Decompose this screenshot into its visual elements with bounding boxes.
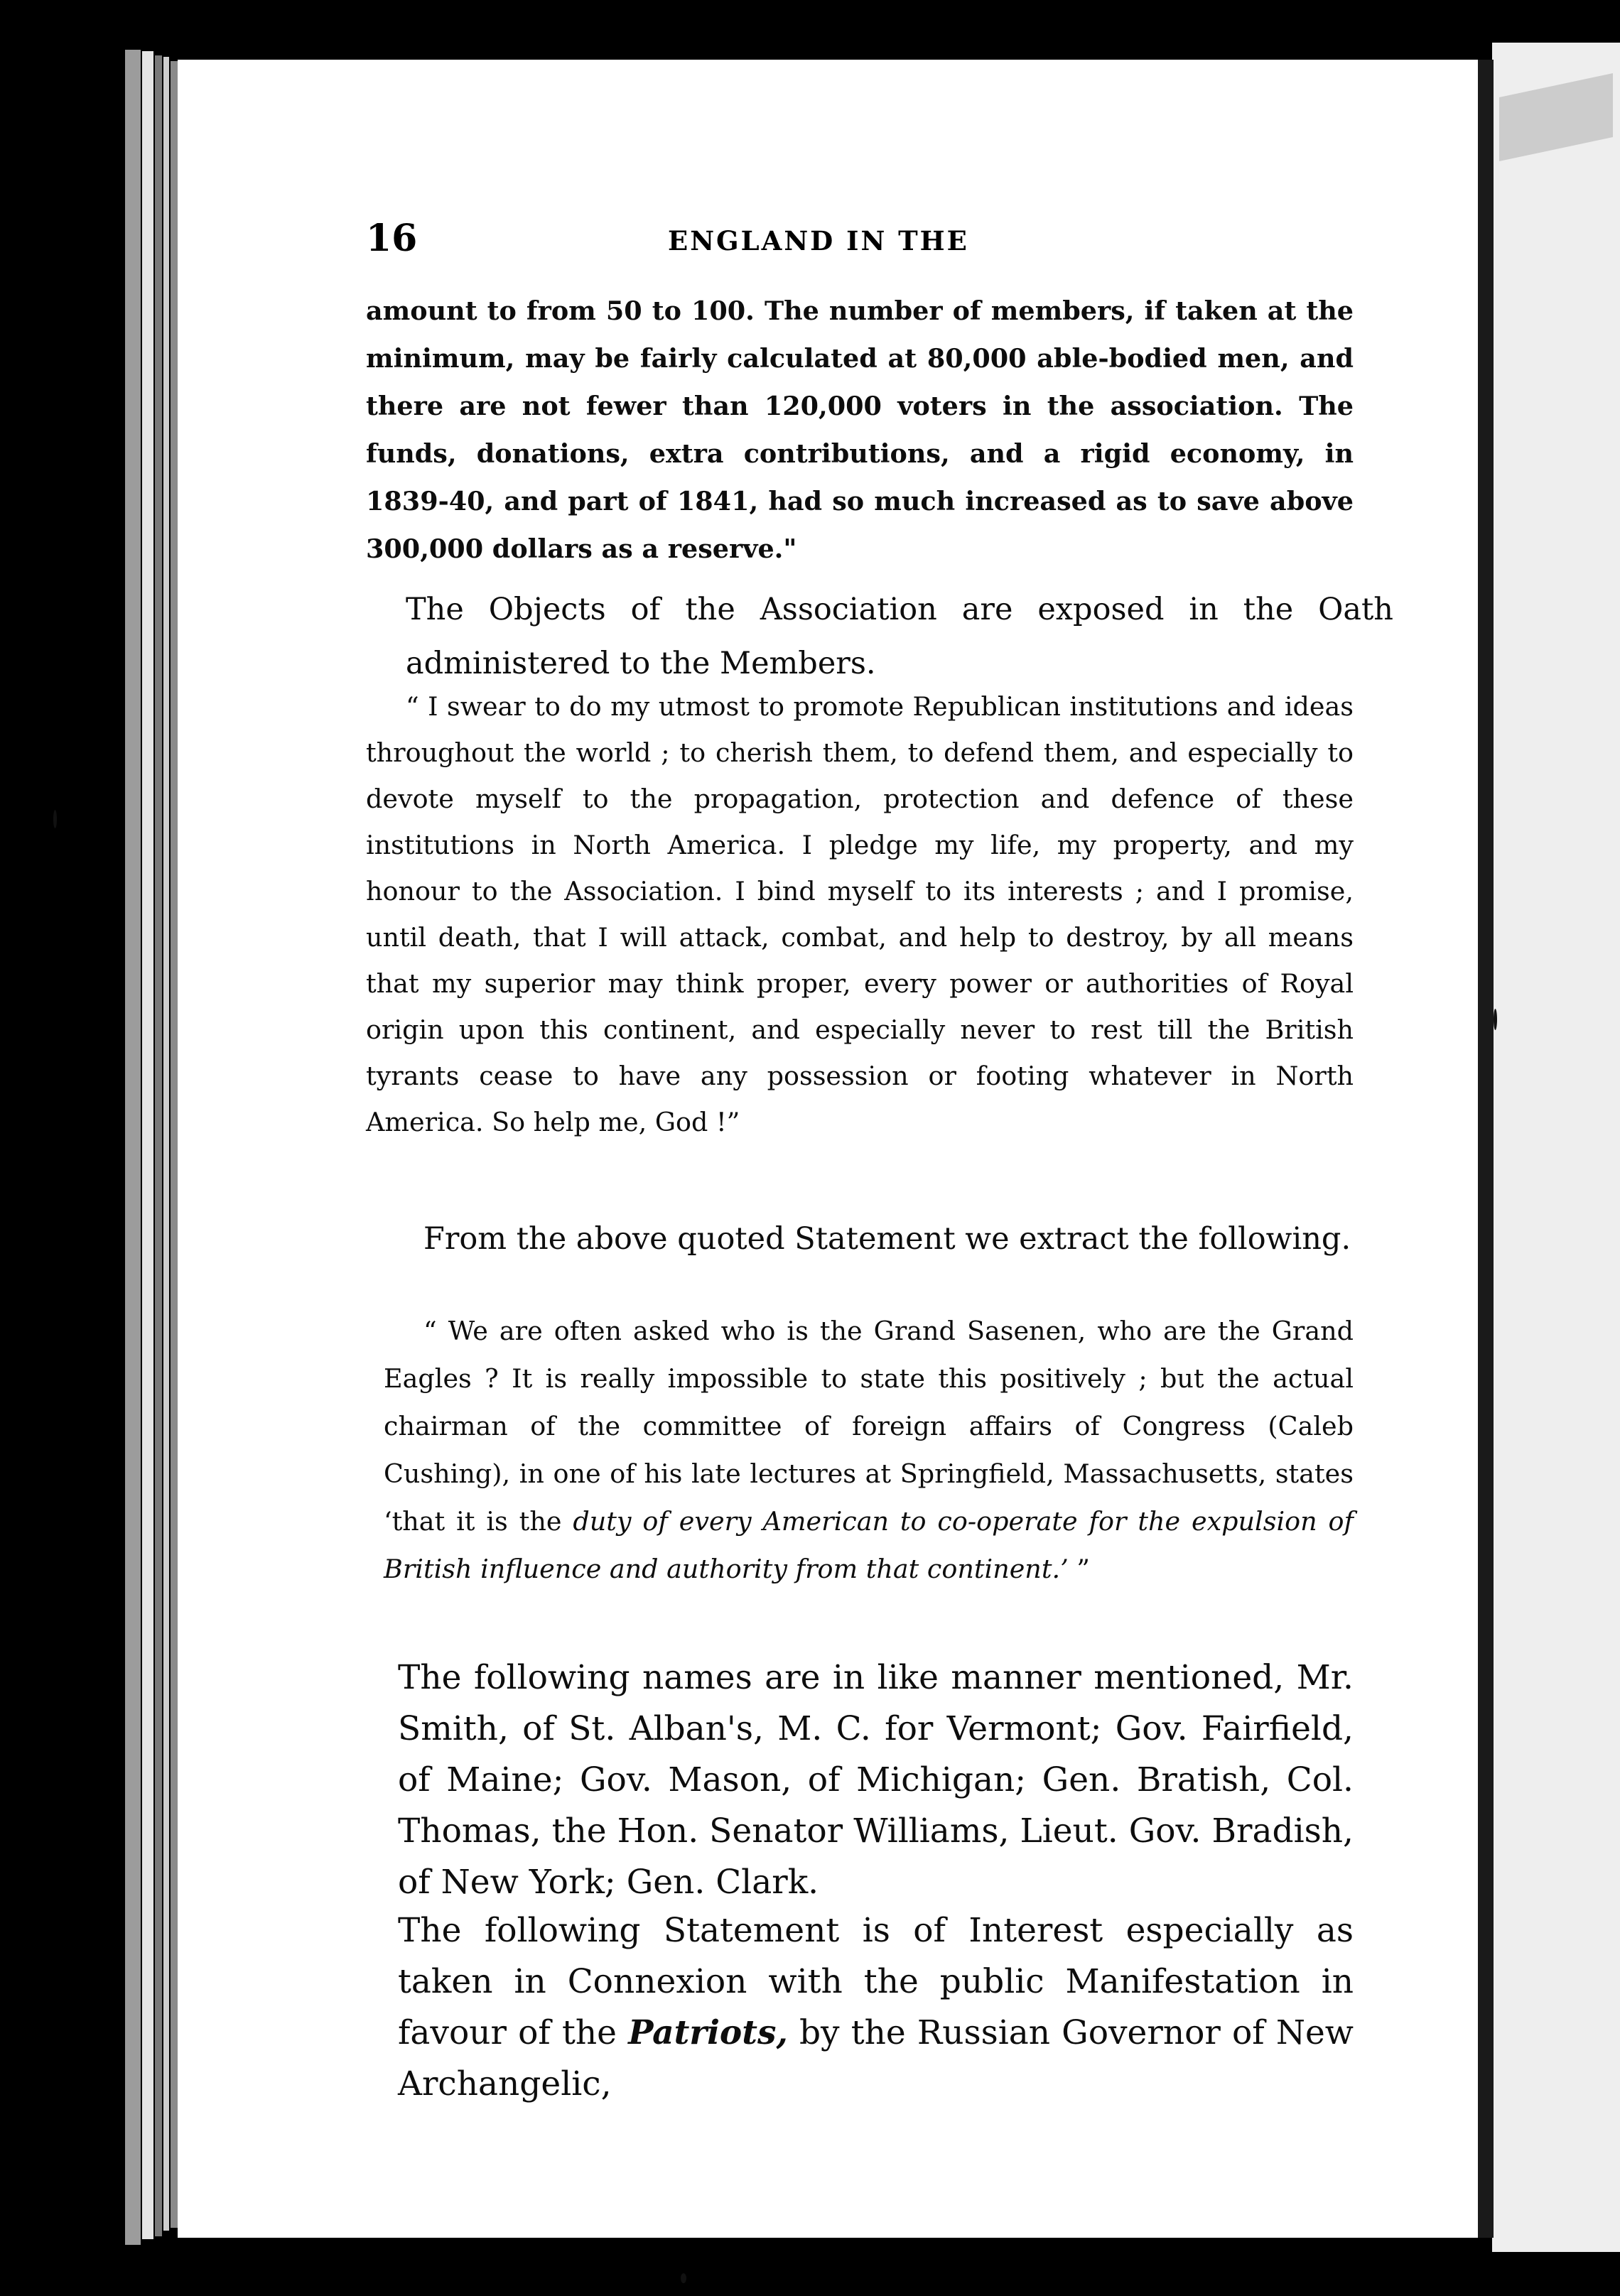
statement-italic-word: Patriots, (628, 2013, 788, 2052)
grand-eagles-quote (384, 1307, 1354, 1593)
paragraph-statement-interest (398, 1905, 1354, 2110)
oath-quote: “ I swear to do my utmost to promote Republican institutions and ideas throughout the world ; to cherish them, to defend them, and especially to devote myself to the propagation, protection and defence of these institutions in North America. I pledge my life, my property, and my honour to the Association. I bind myself to its interests ; and I promise, until death, that I will attack, combat, and help to destroy, by all means that my superior may think proper, every power or authorities of Royal origin upon this continent, and especially never to rest till the British tyrants cease to have any possession or footing whatever in North America. So help me, God !” (366, 691, 1354, 1137)
page-edge (142, 51, 153, 2239)
paragraph-objects-intro: The Objects of the Association are exposed in the Oath administered to the Members. (406, 592, 1393, 681)
page-edge (125, 50, 141, 2245)
statement-text-before: The following Statement is of Interest especially as taken in Connexion with the public Manifestation in favour of the (398, 1911, 1354, 2052)
quote-closing-mark: ” (1068, 1554, 1090, 1584)
page-gutter-shadow (1476, 60, 1494, 2238)
quote-italic-text: duty of every American to co-operate for the expulsion of British influence and authority from that continent.’ (384, 1506, 1354, 1584)
paragraph-names (398, 1652, 1354, 1908)
paragraph-extract-intro (384, 1212, 1354, 1266)
names-text: The following names are in like manner mentioned, Mr. Smith, of St. Alban's, M. C. for Vermont; Gov. Fairfield, of Maine; Gov. Mason, of Michigan; Gen. Bratish, Col. Thomas, the Hon. Senator Williams, Lieut. Gov. Bradish, of New York; Gen. Clark. (398, 1658, 1354, 1902)
page-edge (171, 61, 178, 2228)
page-edge (155, 55, 162, 2236)
page-header (366, 217, 1354, 274)
page-number: 16 (366, 217, 418, 260)
running-head: ENGLAND IN THE (668, 225, 969, 256)
scan-speck (1494, 1009, 1497, 1030)
scan-speck (681, 2273, 686, 2283)
adjacent-page (1492, 43, 1620, 2252)
paragraph-membership-stats: amount to from 50 to 100. The number of members, if taken at the minimum, may be fairly calculated at 80,000 able-bodied men, and there are not fewer than 120,000 voters in the association. The funds, donations, extra contributions, and a rigid economy, in 1839-40, and part of 1841, had so much increased as to save above 300,000 dollars as a reserve." (366, 296, 1354, 564)
scan-speck (53, 810, 57, 828)
quote-plain-text: “ We are often asked who is the Grand Sasenen, who are the Grand Eagles ? It is really impossible to state this positively ; but the actual chairman of the committee of foreign affairs of Congress (Caleb Cushing), in one of his late lectures at Springfield, Massachusetts, states ‘that it is the (384, 1316, 1354, 1537)
statement-text-after: by the Russian Governor of New Archangelic, (398, 2013, 1354, 2103)
page-edge (163, 57, 169, 2231)
paragraph-extract-text: From the above quoted Statement we extract the following. (423, 1221, 1351, 1257)
